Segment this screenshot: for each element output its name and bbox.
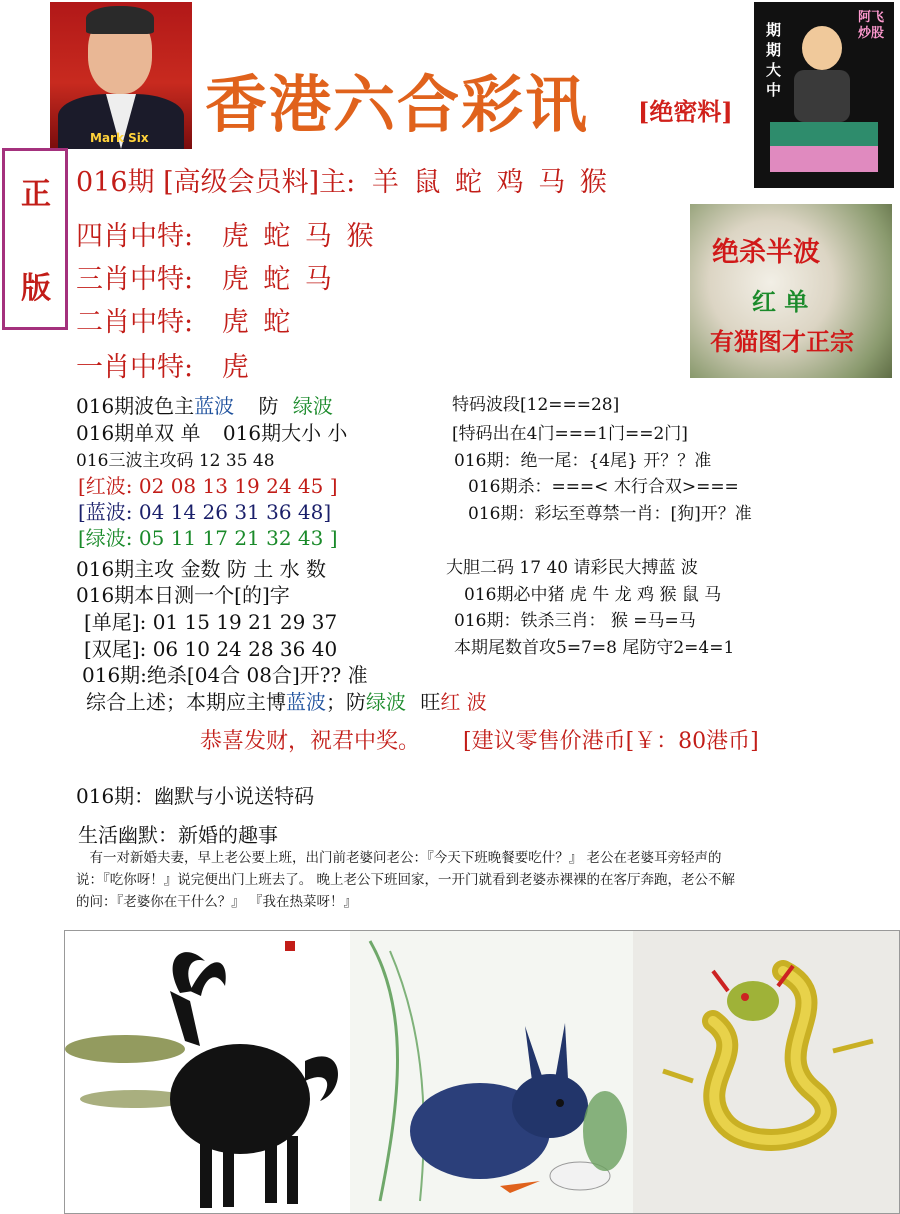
humor-line-3: 的问：『老婆你在干什么？』 『我在热菜呀！』 (76, 894, 358, 910)
cat-image (690, 204, 892, 378)
tier-label: 一肖中特: (76, 352, 194, 383)
big-small: 016期大小 小 (222, 421, 348, 445)
double-tail-line: [双尾]: 06 10 24 28 36 40 (84, 637, 338, 661)
page-subtitle: [绝密料] (638, 97, 733, 126)
humor-line-2: 说：『吃你呀！』说完便出门上班去了。 晚上老公下班回家，一开门就看到老婆赤裸裸的在客厅奔跑，老公不解 (76, 872, 736, 888)
char-test-line: 016期本日测一个[的]字 (76, 583, 290, 607)
genuine-badge (2, 148, 68, 330)
wave-color-line (76, 390, 333, 419)
single-tail-line: [单尾]: 01 15 19 21 29 37 (84, 610, 338, 634)
tier-value: 虎 蛇 马 猴 (221, 221, 377, 252)
summary-mid: ；防 (326, 690, 366, 714)
red-wave: [红波: 02 08 13 19 24 45 ] (78, 474, 338, 498)
mark-six-logo: Mark Six (90, 131, 149, 145)
wave-main: 蓝波 (194, 394, 235, 418)
cartoon-head (802, 26, 842, 70)
attack-codes: 016三波主攻码 12 35 48 (76, 451, 275, 471)
page-title: 香港六合彩讯 (205, 68, 590, 141)
blue-wave: [蓝波: 04 14 26 31 36 48] (78, 500, 332, 524)
three-kill-line: 016期：铁杀三肖： 猴 =马=马 (454, 611, 696, 631)
cat-caption-3: 有猫图才正宗 (710, 327, 854, 356)
tier-1 (76, 345, 249, 384)
portrait-hair (86, 6, 154, 34)
wave-prefix: 016期波色主 (76, 394, 195, 418)
right-kill-line: 016期杀：===< 木行合双>=== (468, 477, 739, 497)
member-label: 016期 [高级会员料]主: (76, 167, 356, 198)
cartoon-caption-right: 阿飞炒股 (858, 10, 885, 41)
segment-line: 特码波段[12===28] (452, 395, 620, 415)
goat-painting (65, 931, 350, 1213)
summary-line (86, 686, 487, 715)
tail-attack-line: 本期尾数首攻5=7=8 尾防守2=4=1 (454, 638, 735, 658)
summary-red: 红 波 (440, 690, 487, 714)
tier-value: 虎 蛇 马 (221, 264, 335, 295)
door-line: [特码出在4门===1门==2门] (452, 424, 688, 444)
rabbit-painting (350, 931, 633, 1213)
tier-label: 二肖中特: (76, 307, 194, 338)
price-text: [建议零售价港币[￥：80港币] (463, 729, 759, 754)
kill-line: 016期:绝杀[04合 08合]开?? 准 (82, 663, 368, 687)
elements-line: 016期主攻 金数 防 土 水 数 (76, 557, 326, 581)
humor-heading: 016期：幽默与小说送特码 (76, 784, 315, 808)
cat-caption-1: 绝杀半波 (712, 237, 820, 268)
zodiac-paintings (64, 930, 900, 1214)
tier-3 (76, 257, 335, 296)
humor-line-1: 有一对新婚夫妻，早上老公要上班，出门前老婆问老公：『今天下班晚餐要吃什？』 老公在老婆耳旁轻声的 (76, 850, 722, 866)
green-wave: [绿波: 05 11 17 21 32 43 ] (78, 526, 338, 550)
member-line (76, 160, 610, 199)
must-line: 016期必中猪 虎 牛 龙 鸡 猴 鼠 马 (464, 585, 722, 605)
congrats-line (200, 724, 759, 755)
tier-2 (76, 300, 293, 339)
cat-caption-2: 红 单 (752, 287, 809, 316)
tier-label: 四肖中特: (76, 221, 194, 252)
tier-value: 虎 蛇 (221, 307, 294, 338)
summary-green: 绿波 (366, 690, 406, 714)
odd-even: 016期单双 单 (76, 421, 201, 445)
summary-wang: 旺 (420, 690, 441, 714)
congrats-text: 恭喜发财，祝君中奖。 (200, 729, 421, 754)
member-animals: 羊 鼠 蛇 鸡 马 猴 (371, 167, 610, 198)
cartoon-table (770, 122, 878, 146)
wave-guard: 绿波 (292, 394, 333, 418)
tier-value: 虎 (221, 352, 249, 383)
wave-guard-label: 防 (258, 394, 279, 418)
two-codes-line: 大胆二码 17 40 请彩民大搏蓝 波 (446, 558, 698, 578)
cartoon-stand (770, 146, 878, 172)
summary-blue: 蓝波 (286, 690, 326, 714)
tail-line: 016期：绝一尾：{4尾} 开？？准 (454, 451, 712, 471)
forbid-line: 016期：彩坛至尊禁一肖：[狗]开？准 (468, 504, 752, 524)
tier-label: 三肖中特: (76, 264, 194, 295)
cartoon-image (754, 2, 894, 188)
badge-char-2: 版 (21, 271, 51, 306)
cartoon-caption-left: 期期大中 (766, 21, 782, 99)
badge-char-1: 正 (21, 177, 51, 212)
tier-4 (76, 214, 376, 253)
odd-even-line (76, 417, 347, 446)
dragon-painting (633, 931, 899, 1213)
summary-prefix: 综合上述；本期应主博 (86, 690, 286, 714)
cartoon-body (794, 70, 850, 122)
humor-title: 生活幽默：新婚的趣事 (78, 823, 278, 847)
portrait-photo (50, 2, 192, 149)
